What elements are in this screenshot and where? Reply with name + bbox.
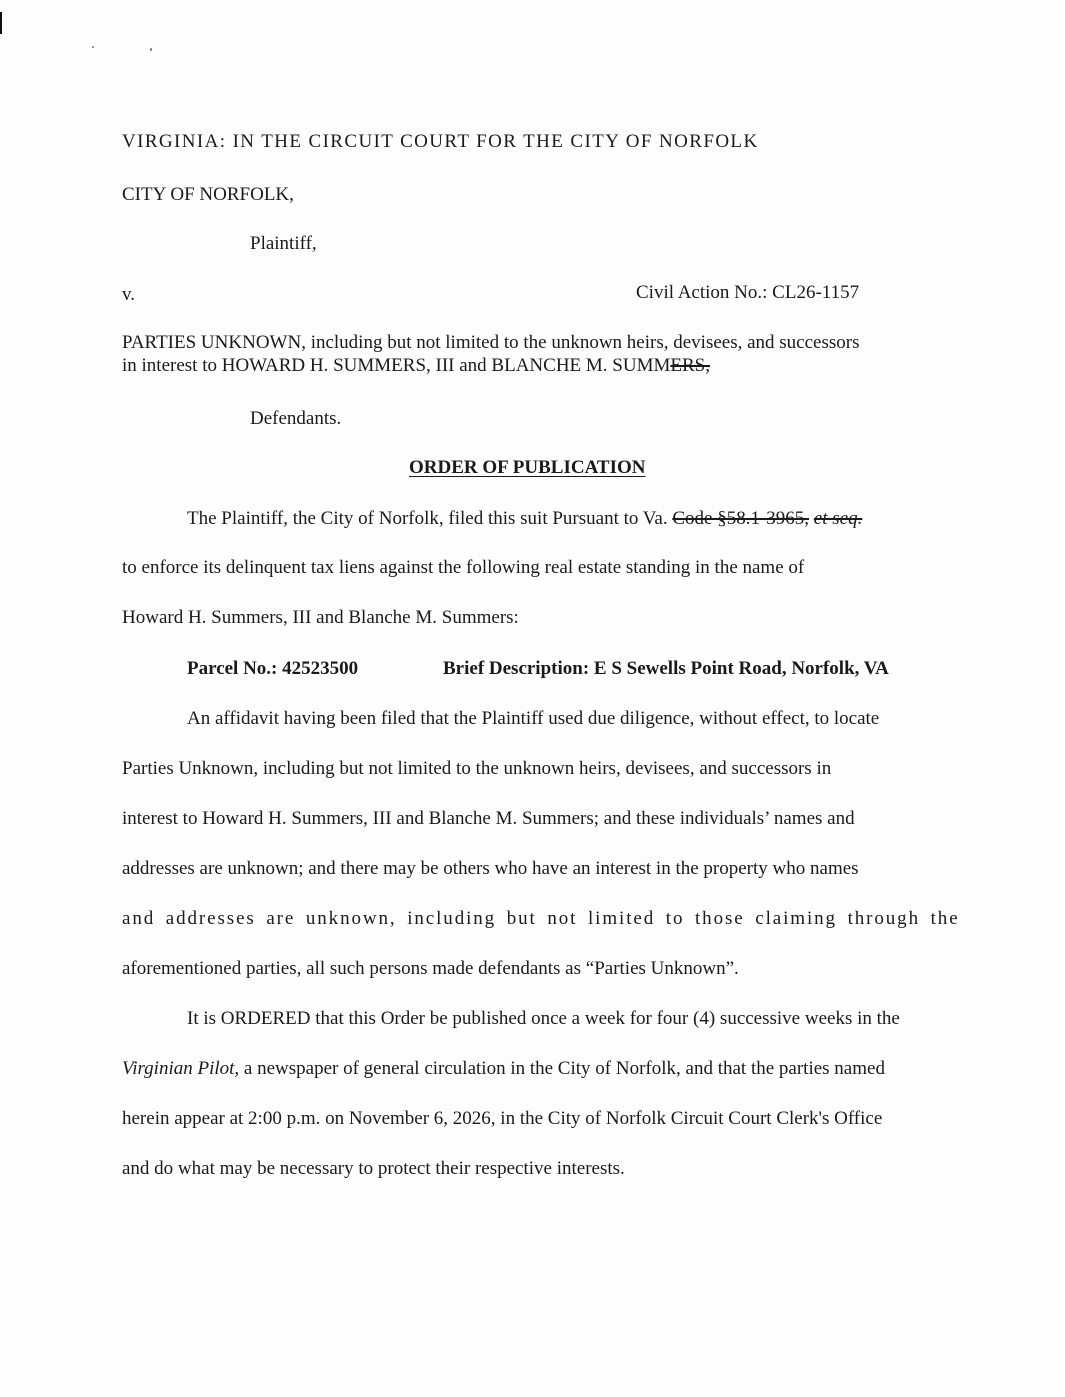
scan-speck bbox=[92, 46, 94, 48]
paragraph-2-line-1: An affidavit having been filed that the Plaintiff used due diligence, without effect, to locate bbox=[187, 708, 880, 729]
defendants-line-2-text: in interest to HOWARD H. SUMMERS, III and BLANCHE M. SUMM bbox=[122, 355, 671, 376]
paragraph-2-line-5: and addresses are unknown, including but not limited to those claiming through the bbox=[122, 908, 960, 929]
parcel-description: Brief Description: E S Sewells Point Road, Norfolk, VA bbox=[443, 658, 889, 679]
paragraph-2-line-3: interest to Howard H. Summers, III and Blanche M. Summers; and these individuals’ names and bbox=[122, 808, 855, 829]
plaintiff-role: Plaintiff, bbox=[250, 233, 317, 254]
struck-text: ERS, bbox=[670, 355, 710, 376]
newspaper-name: Virginian Pilot, bbox=[122, 1058, 240, 1079]
paragraph-3-line-4: and do what may be necessary to protect their respective interests. bbox=[122, 1158, 625, 1179]
paragraph-1-text: The Plaintiff, the City of Norfolk, filed this suit Pursuant to Va. bbox=[187, 508, 668, 529]
parcel-number: Parcel No.: 42523500 bbox=[187, 658, 359, 679]
paragraph-3-line-2 bbox=[122, 1058, 885, 1080]
paragraph-2-line-2: Parties Unknown, including but not limited to the unknown heirs, devisees, and successors in bbox=[122, 758, 832, 779]
struck-et-seq: et seq. bbox=[813, 508, 863, 529]
paragraph-2-line-6: aforementioned parties, all such persons made defendants as “Parties Unknown”. bbox=[122, 958, 739, 979]
struck-code-citation: Code §58.1-3965, bbox=[672, 508, 810, 529]
paragraph-1-line-1 bbox=[187, 508, 862, 530]
case-number: Civil Action No.: CL26-1157 bbox=[636, 282, 860, 303]
paragraph-2-line-4: addresses are unknown; and there may be others who have an interest in the property who names bbox=[122, 858, 859, 879]
document-title: ORDER OF PUBLICATION bbox=[409, 457, 646, 478]
plaintiff-name: CITY OF NORFOLK, bbox=[122, 184, 294, 205]
scan-edge-mark bbox=[0, 12, 2, 34]
versus: v. bbox=[122, 284, 136, 305]
scan-speck bbox=[150, 48, 152, 51]
paragraph-3-line-2-text: a newspaper of general circulation in the City of Norfolk, and that the parties named bbox=[239, 1058, 885, 1079]
paragraph-3-line-1: It is ORDERED that this Order be published once a week for four (4) successive weeks in the bbox=[187, 1008, 900, 1029]
defendants-line-2 bbox=[122, 355, 710, 377]
paragraph-3-line-3: herein appear at 2:00 p.m. on November 6, 2026, in the City of Norfolk Circuit Court Clerk's Office bbox=[122, 1108, 883, 1129]
defendants-line-1: PARTIES UNKNOWN, including but not limited to the unknown heirs, devisees, and successors bbox=[122, 332, 860, 353]
paragraph-1-line-3: Howard H. Summers, III and Blanche M. Summers: bbox=[122, 607, 519, 628]
court-caption: VIRGINIA: IN THE CIRCUIT COURT FOR THE CITY OF NORFOLK bbox=[122, 131, 759, 152]
paragraph-1-line-2: to enforce its delinquent tax liens against the following real estate standing in the name of bbox=[122, 557, 805, 578]
defendants-role: Defendants. bbox=[250, 408, 342, 429]
